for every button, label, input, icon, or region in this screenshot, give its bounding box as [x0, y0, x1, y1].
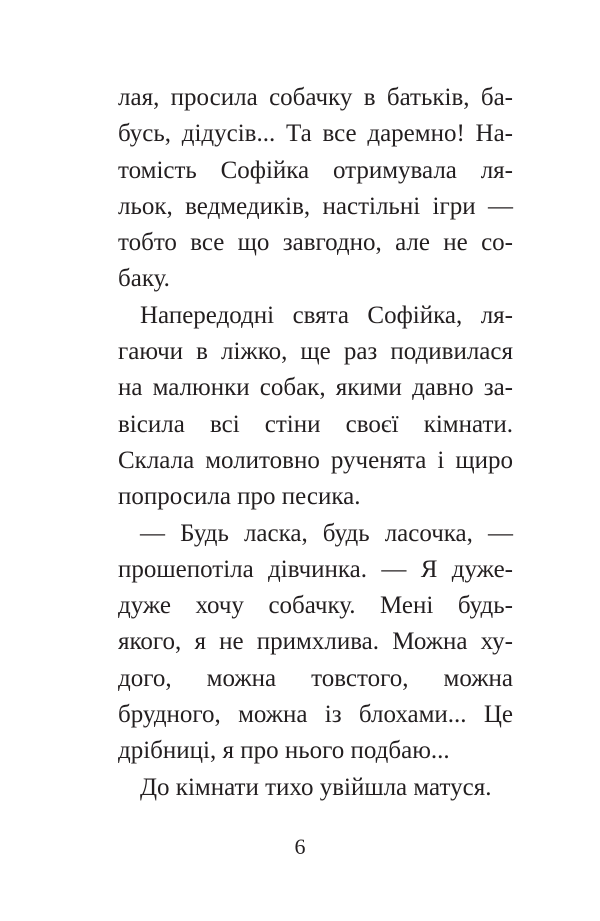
text-line: тобто все що завгодно, але не со- — [118, 229, 513, 257]
paragraph — [118, 298, 513, 516]
text-line: дого, можна товстого, можна — [118, 664, 513, 692]
text-line: льок, ведмедиків, настільні ігри — — [118, 192, 513, 220]
text-line: якого, я не примхлива. Можна ху- — [118, 628, 513, 656]
text-line: лая, просила собачку в батьків, ба- — [118, 84, 513, 111]
text-line: вісила всі стіни своєї кімнати. — [118, 410, 513, 438]
page-body-text — [118, 80, 513, 806]
text-line: брудного, можна із блохами... Це — [118, 701, 513, 729]
paragraph — [118, 770, 513, 806]
text-line: До кімнати тихо увійшла матуся. — [140, 773, 492, 801]
text-line: Склала молитовно рученята і щиро — [118, 446, 513, 474]
paragraph — [118, 80, 513, 298]
text-line: Напередодні свята Софійка, ля- — [140, 301, 513, 329]
text-line: попросила про песика. — [118, 483, 361, 511]
text-line: гаючи в ліжко, ще раз подивилася — [118, 338, 513, 366]
page-number: 6 — [294, 834, 306, 859]
text-line: прошепотіла дівчинка. — Я дуже- — [118, 555, 513, 583]
text-line: томість Софійка отримувала ля- — [118, 156, 513, 184]
text-line: — Будь ласка, будь ласочка, — — [140, 519, 513, 547]
text-line: дуже хочу собачку. Мені будь- — [118, 592, 513, 620]
text-line: на малюнки собак, якими давно за- — [118, 374, 513, 402]
text-line: бусь, дідусів... Та все даремно! На- — [118, 120, 513, 148]
text-line: баку. — [118, 265, 170, 293]
paragraph — [118, 516, 513, 770]
text-line: дрібниці, я про нього подбаю... — [118, 737, 450, 765]
